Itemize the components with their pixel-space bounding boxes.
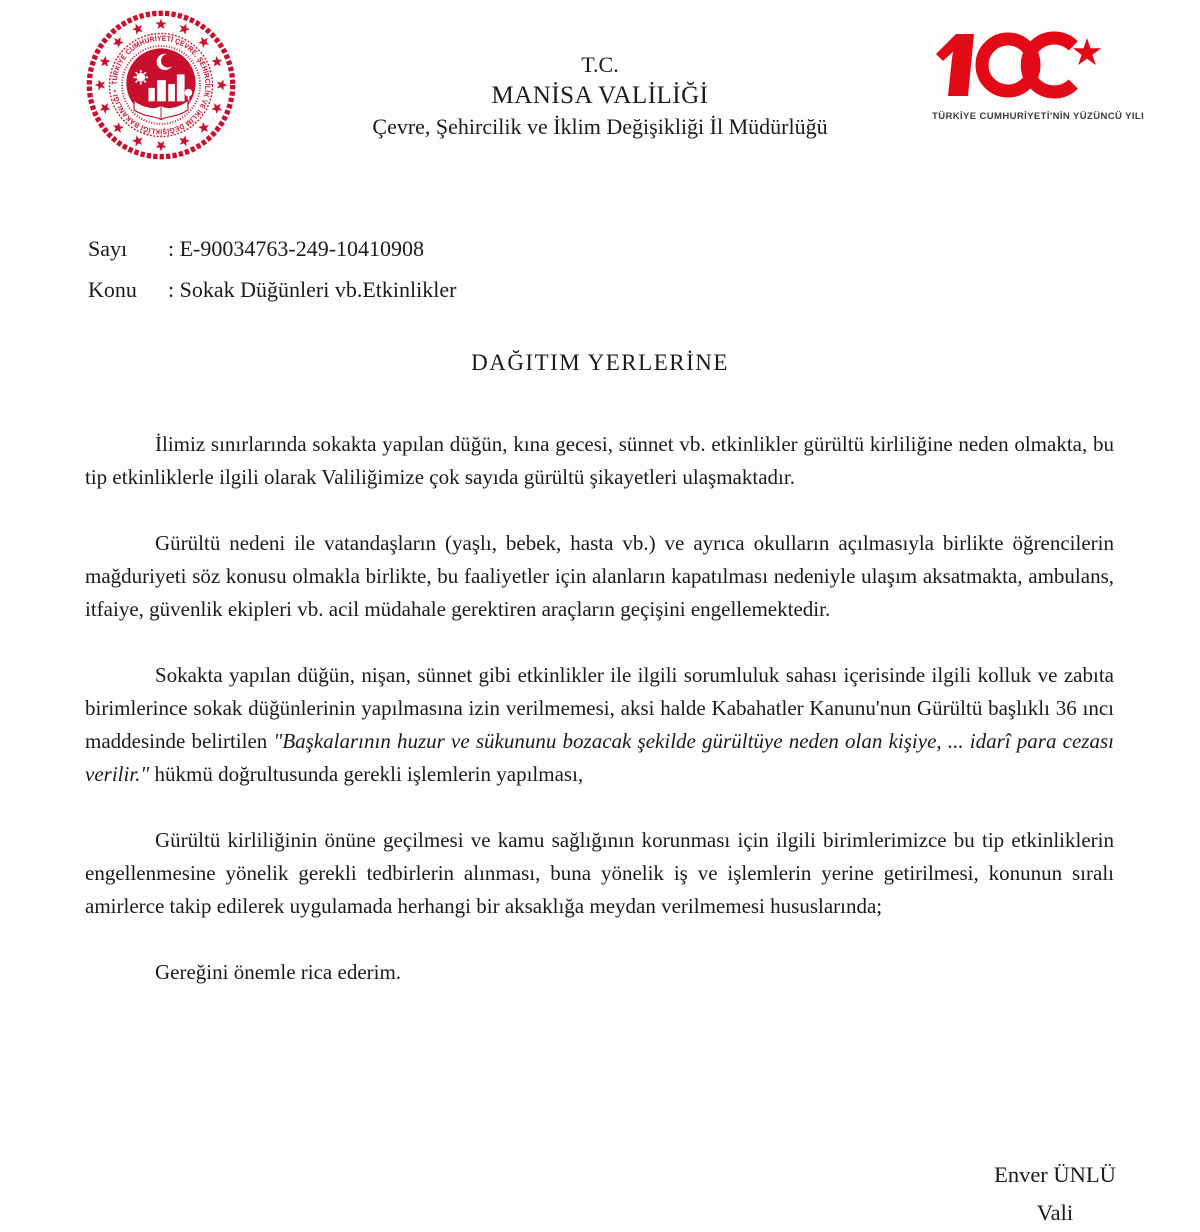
seal-ring-text: TÜRKİYE CUMHURİYETİ ÇEVRE, ŞEHİRCİLİK VE İKLİM DEĞİŞİKLİĞİ BAKANLIĞI • bbox=[109, 33, 213, 137]
sayi-row bbox=[88, 236, 456, 262]
seal-star-icon bbox=[156, 141, 167, 151]
paragraph-2: Gürültü nedeni ile vatandaşların (yaşlı, bebek, hasta vb.) ve ayrıca okulların açılmasıyla birlikte öğrencilerin mağduriyeti söz konusu olmakla birlikte, bu faaliyetler için alanların kapatılması nedeniyle ulaşım aksatmakta, ambulans, itfaiye, güvenlik ekipleri vb. acil müdahale gerektiren araçların geçişini engellemektedir. bbox=[85, 531, 1114, 621]
paragraph-3 bbox=[85, 659, 1114, 791]
seal-star-icon bbox=[156, 19, 167, 29]
sayi-value: : E-90034763-249-10410908 bbox=[168, 236, 425, 261]
paragraph-1: İlimiz sınırlarında sokakta yapılan düğün, kına gecesi, sünnet vb. etkinlikler gürültü kirliliğine neden olmakta, bu tip etkinliklerle ilgili olarak Valiliğimize çok sayıda gürültü şikayetleri ulaşmaktadır. bbox=[85, 432, 1114, 489]
signature-name: Enver ÜNLÜ bbox=[994, 1162, 1116, 1187]
recipient-heading: DAĞITIM YERLERİNE bbox=[471, 350, 729, 375]
seal-star-icon bbox=[177, 22, 191, 36]
closing-line: Gereğini önemle rica ederim. bbox=[155, 960, 402, 984]
letterhead-tc: T.C. bbox=[581, 52, 619, 77]
paragraph-3-quote: "Başkalarının huzur ve sükununu bozacak şekilde gürültüye neden olan kişiye, ... idarî para cezası verilir." bbox=[85, 729, 1114, 786]
numeral-one-icon bbox=[936, 34, 974, 96]
paragraph-4: Gürültü kirliliğinin önüne geçilmesi ve kamu sağlığının korunması için ilgili birimlerimizce bu tip etkinliklerin engellenmesine yönelik gerekli tedbirlerin alınması, buna yönelik iş ve işlemlerin yerine getirilmesi, konunun sıralı amirlerce takip edilerek uygulamada herhangi bir aksaklığa meydan verilmemesi hususlarında; bbox=[85, 828, 1114, 918]
seal-star-icon bbox=[131, 22, 145, 36]
letter-body bbox=[85, 428, 1114, 1022]
centenary-tagline: TÜRKİYE CUMHURİYETİ'NİN YÜZÜNCÜ YILI bbox=[932, 111, 1145, 122]
seal-star-icon bbox=[197, 34, 212, 49]
konu-row bbox=[88, 277, 456, 303]
sayi-label: Sayı bbox=[88, 236, 128, 261]
document-meta bbox=[88, 236, 456, 318]
centenary-100-logo bbox=[932, 30, 1145, 122]
paragraph-3-text: Sokakta yapılan düğün, nişan, sünnet gibi etkinlikler ile ilgili sorumluluk sahası içerisinde ilgili kolluk ve zabıta birimlerince sokak düğünlerinin yapılmasına izin verilmemesi, aksi halde Kabahatler Kanunu'nun Gürültü başlıklı 36 ıncı maddesinde belirtilen bbox=[85, 663, 1114, 753]
letterhead-org: MANİSA VALİLİĞİ bbox=[491, 81, 709, 109]
konu-label: Konu bbox=[88, 277, 137, 302]
paragraph-3-tail: hükmü doğrultusunda gerekli işlemlerin yapılması, bbox=[149, 762, 584, 786]
seal-star-icon bbox=[110, 34, 125, 49]
letterhead-dept: Çevre, Şehircilik ve İklim Değişikliği İl Müdürlüğü bbox=[372, 114, 828, 140]
signature-title: Vali bbox=[1036, 1200, 1074, 1225]
centenary-100-mark bbox=[934, 30, 1114, 102]
konu-value: : Sokak Düğünleri vb.Etkinlikler bbox=[168, 277, 457, 302]
